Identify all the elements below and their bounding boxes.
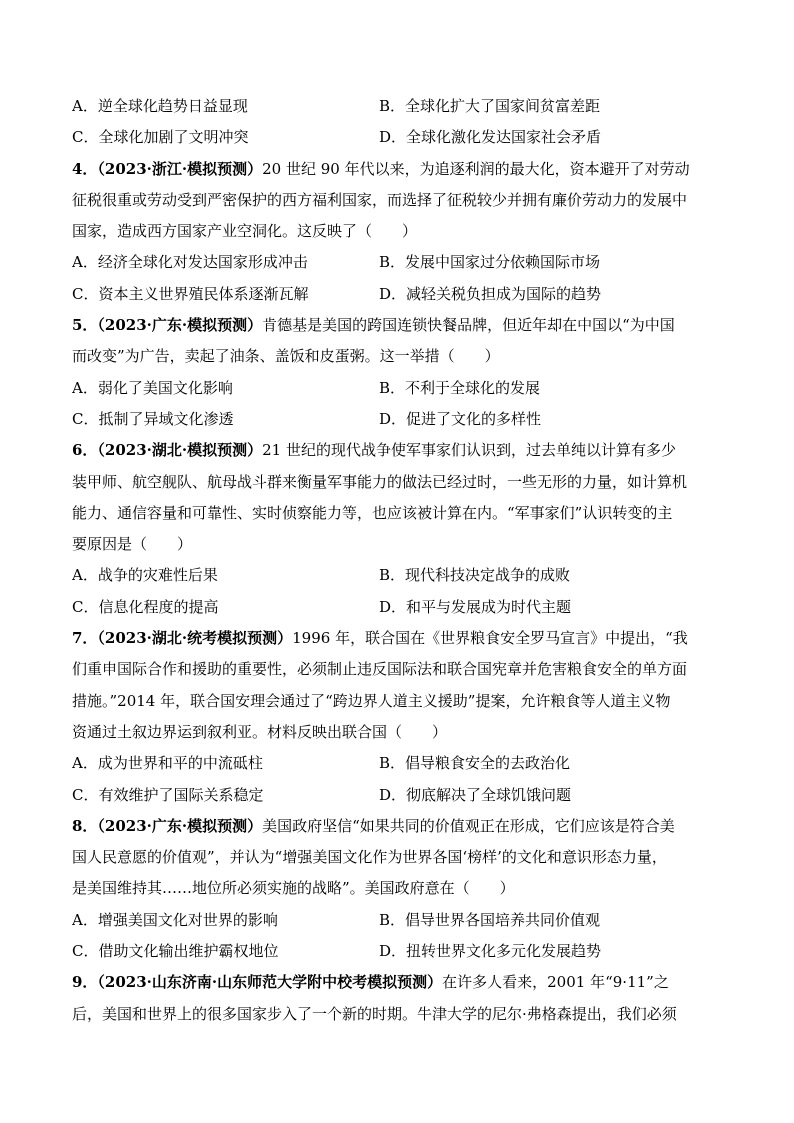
question-number-source: 7．（2023·湖北·统考模拟预测）: [72, 629, 293, 648]
option-right: B．现代科技决定战争的成败: [379, 566, 571, 585]
question-stem-line: 而改变”为广告，卖起了油条、盖饭和皮蛋粥。这一举措（ ）: [72, 347, 500, 366]
option-right: B．不利于全球化的发展: [379, 378, 541, 397]
option-row: [72, 936, 723, 967]
question-stem-line: 能力、通信容量和可靠性、实时侦察能力等，也应该被计算在内。“军事家们”认识转变的主: [72, 503, 673, 522]
option-right: D．彻底解决了全球饥饿问题: [379, 785, 572, 804]
question-stem-line: 后，美国和世界上的很多国家步入了一个新的时期。牛津大学的尼尔·弗格森提出，我们必须: [72, 1004, 677, 1023]
option-right: D．和平与发展成为时代主题: [379, 597, 572, 616]
option-row: [72, 247, 723, 278]
option-left: C．资本主义世界殖民体系逐渐瓦解: [72, 284, 309, 303]
option-right: D．扭转世界文化多元化发展趋势: [379, 942, 602, 961]
question-stem-line: 要原因是（ ）: [72, 535, 193, 554]
question-stem-line: 国人民意愿的价值观”，并认为“增强美国文化作为世界各国‘榜样’的文化和意识形态力量，: [72, 848, 667, 867]
option-right: D．减轻关税负担成为国际的趋势: [379, 284, 602, 303]
question-stem-text: 20 世纪 90 年代以来，为追逐利润的最大化，资本避开了对劳动: [262, 159, 690, 178]
option-row: [72, 122, 723, 153]
question-stem-line: 国家，造成西方国家产业空洞化。这反映了（ ）: [72, 222, 418, 241]
question-stem-first-line: [72, 623, 723, 654]
option-row: [72, 279, 723, 310]
question-stem-text: 1996 年，联合国在《世界粮食安全罗马宣言》中提出，“我: [292, 629, 688, 648]
question-stem-first-line: [72, 811, 723, 842]
question-stem-line: 资通过土叙边界运到叙利亚。材料反映出联合国（ ）: [72, 722, 448, 741]
option-right: B．倡导世界各国培养共同价值观: [379, 910, 601, 929]
question-stem-line: 们重申国际合作和援助的重要性，必须制止违反国际法和联合国宪章并危害粮食安全的单方面: [72, 660, 688, 679]
option-row: [72, 404, 723, 435]
question-number-source: 4．（2023·浙江·模拟预测）: [72, 159, 263, 178]
question-stem-line: 是美国维持其……地位所必须实施的战略”。美国政府意在（ ）: [72, 879, 515, 898]
option-row: [72, 780, 723, 811]
option-left: A．增强美国文化对世界的影响: [72, 910, 278, 929]
option-left: C．有效维护了国际关系稳定: [72, 785, 264, 804]
question-stem-text: 美国政府坚信“如果共同的价值观正在形成，它们应该是符合美: [262, 816, 675, 835]
question-number-source: 6．（2023·湖北·模拟预测）: [72, 441, 263, 460]
question-stem-line: 装甲师、航空舰队、航母战斗群来衡量军事能力的做法已经过时，一些无形的力量，如计算机: [72, 472, 688, 491]
question-stem-first-line: [72, 310, 723, 341]
question-number-source: 8．（2023·广东·模拟预测）: [72, 816, 263, 835]
option-left: A．弱化了美国文化影响: [72, 378, 233, 397]
question-stem-first-line: [72, 154, 723, 185]
question-list: [72, 91, 723, 1030]
question-stem-first-line: [72, 435, 723, 466]
option-left: A．逆全球化趋势日益显现: [72, 97, 248, 115]
option-row: [72, 373, 723, 404]
option-left: A．战争的灾难性后果: [72, 566, 218, 585]
question-stem-text: 21 世纪的现代战争使军事家们认识到，过去单纯以计算有多少: [262, 441, 676, 460]
option-left: A．经济全球化对发达国家形成冲击: [72, 253, 308, 272]
option-right: D．促进了文化的多样性: [379, 409, 542, 428]
option-row: [72, 560, 723, 591]
question-stem-text: 在许多人看来，2001 年“9·11”之: [442, 973, 669, 992]
option-left: C．信息化程度的提高: [72, 597, 219, 616]
option-left: A．成为世界和平的中流砥柱: [72, 754, 263, 773]
question-stem-first-line: [72, 967, 723, 998]
question-number-source: 9．（2023·山东济南·山东师范大学附中校考模拟预测）: [72, 973, 443, 992]
question-stem-text: 肯德基是美国的跨国连锁快餐品牌，但近年却在中国以“为中国: [262, 316, 675, 335]
option-right: B．全球化扩大了国家间贫富差距: [379, 97, 601, 115]
option-left: C．全球化加剧了文明冲突: [72, 128, 249, 147]
option-right: D．全球化激化发达国家社会矛盾: [379, 128, 602, 147]
question-stem-line: 征税很重或劳动受到严密保护的西方福利国家，而选择了征税较少并拥有廉价劳动力的发展中: [72, 190, 688, 209]
option-row: [72, 748, 723, 779]
question-stem-line: 措施。”2014 年，联合国安理会通过了“跨边界人道主义援助”提案，允许粮食等人道主义物: [72, 691, 671, 710]
question-number-source: 5．（2023·广东·模拟预测）: [72, 316, 263, 335]
option-row: [72, 905, 723, 936]
option-row: [72, 592, 723, 623]
option-right: B．倡导粮食安全的去政治化: [379, 754, 571, 773]
option-right: B．发展中国家过分依赖国际市场: [379, 253, 601, 272]
option-left: C．借助文化输出维护霸权地位: [72, 942, 279, 961]
option-left: C．抵制了异域文化渗透: [72, 409, 234, 428]
option-row: [72, 91, 723, 122]
